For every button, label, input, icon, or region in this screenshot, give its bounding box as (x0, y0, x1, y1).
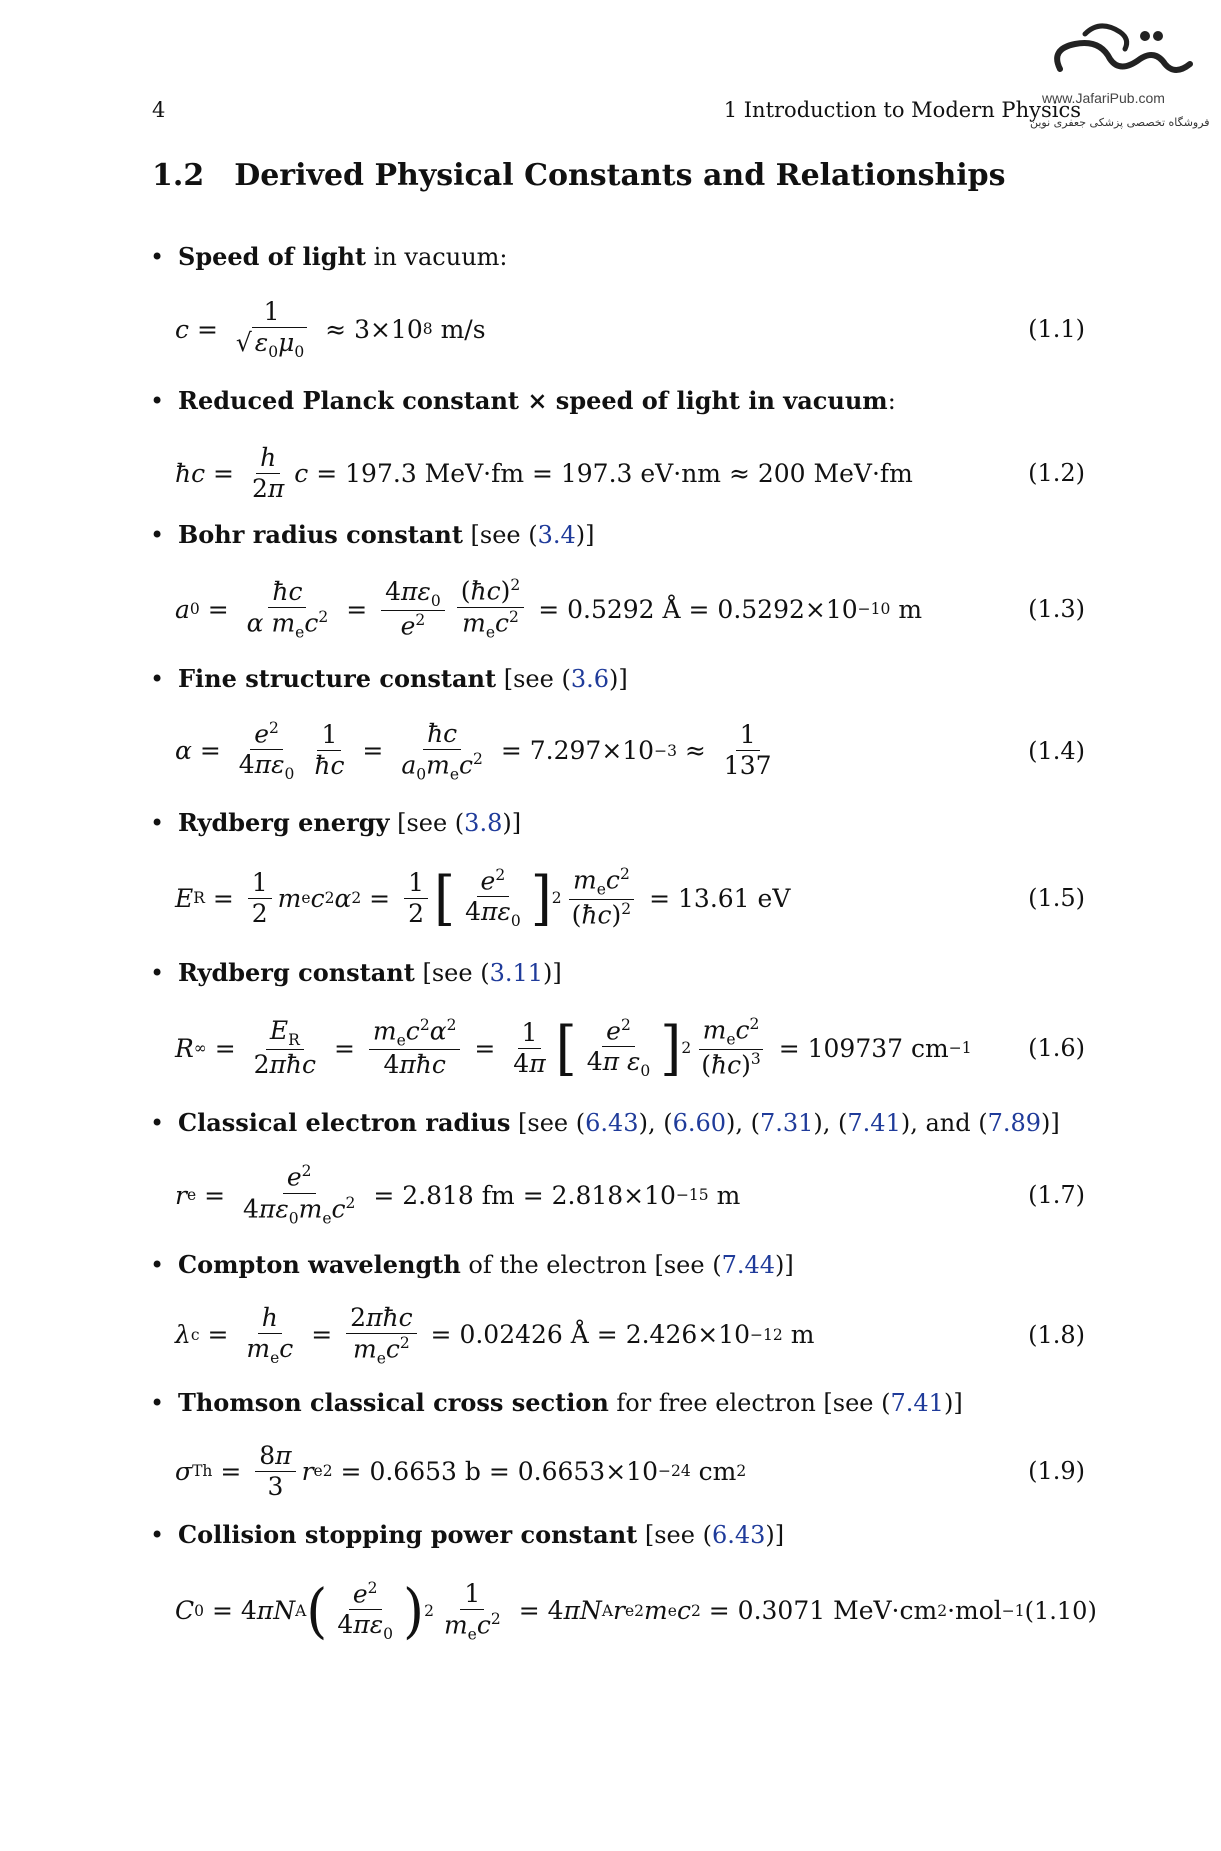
item-rest: for free electron [see (608, 1389, 882, 1417)
cross-reference-link[interactable]: 7.89 (987, 1109, 1042, 1137)
item-name: Rydberg constant (178, 958, 415, 987)
bullet-icon: • (150, 959, 165, 987)
item-name: Speed of light (178, 242, 367, 271)
cross-reference-link[interactable]: 3.4 (537, 521, 576, 549)
value-text: 2.426×10 (625, 1320, 751, 1350)
logo-persian-text: فروشگاه تخصصی پزشکی جعفری نوین (1030, 116, 1210, 129)
item-name: Fine structure constant (178, 664, 497, 693)
value-text: 0.6653×10 (517, 1456, 658, 1486)
equation-1-9: σ Th = $\frac{8\pi}{3}$ r e 2 = 0.6653 b = 0.6653×10 −24 cm 2 (1.9) (175, 1440, 1085, 1501)
value-unit: m (716, 1180, 741, 1210)
value-text: 0.5292 Å (567, 594, 681, 624)
item-collision-stopping-power: • Collision stopping power constant [see (6.43)] (150, 1520, 785, 1549)
cross-reference-link[interactable]: 7.41 (890, 1389, 944, 1417)
logo-mark-icon (1030, 14, 1202, 94)
item-name: Thomson classical cross section (178, 1388, 609, 1417)
cross-reference-link[interactable]: 7.44 (721, 1251, 775, 1279)
item-rest: : (887, 387, 896, 415)
item-rest: [see (414, 959, 481, 987)
item-name: Collision stopping power constant (178, 1520, 638, 1549)
section-title: Derived Physical Constants and Relationships (234, 158, 1006, 193)
value-exp: −3 (654, 741, 677, 760)
item-name: Rydberg energy (178, 808, 390, 837)
bullet-icon: • (150, 1521, 165, 1549)
value-exp: −12 (750, 1325, 783, 1344)
item-rest: in vacuum: (366, 243, 508, 271)
value-exp: −15 (675, 1186, 709, 1204)
cross-reference-link[interactable]: 6.43 (711, 1521, 766, 1549)
item-rest: of the electron [see (460, 1251, 713, 1279)
value-text: 0.02426 Å (459, 1320, 589, 1350)
value-text: 3×10 (354, 314, 423, 344)
equation-number: (1.9) (1028, 1457, 1085, 1485)
item-name: Bohr radius constant (178, 520, 463, 549)
item-compton-wavelength: • Compton wavelength of the electron [see (7.44)] (150, 1250, 794, 1279)
item-classical-electron-radius: • Classical electron radius [see (6.43), (6.60), (7.31), (7.41), and (7.89)] (150, 1108, 1060, 1137)
value-denominator: 137 (723, 751, 772, 781)
value-text: 197.3 eV·nm (560, 458, 721, 488)
value-unit: m (898, 594, 923, 624)
chapter-title: 1 Introduction to Modern Physics (723, 98, 1081, 122)
equation-number: (1.6) (1028, 1034, 1085, 1062)
value-text: 200 MeV·fm (757, 458, 913, 488)
value-unit: m (790, 1320, 815, 1350)
equation-1-7: r e = $\frac{e^2}{4\pi\varepsilon_0m_ec^2}$ = 2.818 fm = 2.818×10 −15 m (1.7) (175, 1162, 1085, 1228)
value-exp: −10 (857, 600, 891, 618)
item-bohr-radius: • Bohr radius constant [see (3.4)] (150, 520, 595, 549)
bullet-icon: • (150, 387, 165, 415)
equation-number: (1.5) (1028, 884, 1085, 912)
bullet-icon: • (150, 1109, 165, 1137)
value-exp: 8 (422, 320, 433, 338)
cross-reference-link[interactable]: 6.43 (585, 1109, 639, 1137)
item-reduced-planck (150, 386, 896, 415)
value-unit: m/s (440, 314, 486, 344)
equation-number: (1.7) (1028, 1181, 1085, 1209)
equation-number: (1.2) (1028, 459, 1085, 487)
item-fine-structure: • Fine structure constant [see (3.6)] (150, 664, 628, 693)
equation-number: (1.8) (1028, 1321, 1085, 1349)
value-exp: −24 (657, 1462, 691, 1480)
value-text: 13.61 eV (678, 883, 791, 913)
cross-reference-link[interactable]: 3.11 (489, 959, 543, 987)
value-text: 109737 cm (807, 1033, 949, 1063)
item-rest: [see (496, 665, 562, 693)
item-rest: [see (462, 521, 529, 549)
bullet-icon: • (150, 665, 165, 693)
bullet-icon: • (150, 243, 165, 271)
equation-1-5: E R = $\frac{1}{2}$ m e c 2 α 2 = $\frac{1}{2}$ [ $\frac{e^2}{4\pi\varepsilon_0}$ ] 2 $\frac{m_ec^2}{(ħc)^2}$ = 13.61 eV (1.5) (175, 862, 1085, 933)
cross-reference-link[interactable]: 3.8 (464, 809, 503, 837)
equation-number: (1.3) (1028, 595, 1085, 623)
item-rydberg-constant: • Rydberg constant [see (3.11)] (150, 958, 562, 987)
section-number: 1.2 (152, 158, 205, 193)
value-text: 197.3 MeV·fm (345, 458, 525, 488)
item-name: Classical electron radius (178, 1108, 511, 1137)
equation-number: (1.1) (1028, 315, 1085, 343)
page-number: 4 (152, 98, 166, 122)
value-text: 7.297×10 (529, 736, 655, 766)
equation-1-4: α = $\frac{e^2}{4\pi\varepsilon_0}$ $\frac{1}{ħc}$ = $\frac{ħc}{a_0m_ec^2}$ = 7.297×10 −3 ≈ $\frac{1}{137}$ (1.4) (175, 718, 1085, 783)
value-text: 0.6653 b (369, 1456, 481, 1486)
item-name: Compton wavelength (178, 1250, 461, 1279)
equation-1-1: c = $\frac{1}{√ \varepsilon_0\mu_0}$ ≈ 3×10 8 m/s (1.1) (175, 296, 1085, 361)
cross-reference-link[interactable]: 6.60 (672, 1109, 726, 1137)
cross-reference-link[interactable]: 3.6 (570, 665, 609, 693)
bullet-icon: • (150, 1251, 165, 1279)
value-text: 0.5292×10 (717, 594, 858, 624)
equation-1-3: a 0 = $\frac{ħc}{\alpha m_ec^2}$ = $\frac{4\pi\varepsilon_0}{e^2}$ $\frac{(ħc)^2}{m_ec^2}$ = 0.5292 Å = 0.5292×10 −10 m (1.3) (175, 576, 1085, 642)
equation-1-6: R ∞ = $\frac{E_R}{\text{2πħc}}$ = $\frac{m_ec^2\alpha^2}{\text{4πħc}}$ = $\frac{1}{4\pi}$ [ $\frac{e^2}{4\pi \varepsilon_0}$ ] 2 $\frac{m_ec^2}{(ħc)^3}$ = 109737 cm −1 (1.6) (175, 1012, 1085, 1083)
cross-reference-link[interactable]: 7.41 (847, 1109, 901, 1137)
equation-number: (1.10) (1024, 1597, 1097, 1625)
item-speed-of-light (150, 242, 508, 271)
logo-url: www.JafariPub.com (1042, 90, 1165, 106)
publisher-logo (1030, 14, 1210, 144)
item-rest: [see (510, 1109, 576, 1137)
value-tail: ·mol (947, 1596, 1002, 1626)
item-rest: [see (637, 1521, 703, 1549)
bullet-icon: • (150, 521, 165, 549)
equation-1-10: C 0 = 4 πN A ( $\frac{e^2}{4\pi\varepsilon_0}$ ) 2 $\frac{1}{m_ec^2}$ = 4 πN A r e 2 m e c 2 = 0.3071 MeV·cm 2 ·mol −1 (1.10) (175, 1575, 1097, 1646)
bullet-icon: • (150, 809, 165, 837)
item-rest: [see (389, 809, 455, 837)
bullet-icon: • (150, 1389, 165, 1417)
equation-1-2: ħc = $\frac{h}{2\pi}$ c = 197.3 MeV·fm = 197.3 eV·nm ≈ 200 MeV·fm (1.2) (175, 442, 1085, 503)
value-text: 0.3071 MeV·cm (737, 1596, 938, 1626)
equation-1-8: λ c = $\frac{h}{m_ec}$ = $\frac{\text{2πħc}}{m_ec^2}$ = 0.02426 Å = 2.426×10 −12 m (1.8) (175, 1302, 1085, 1367)
item-name: Reduced Planck constant × speed of light in vacuum (178, 386, 888, 415)
item-thomson-cross-section: • Thomson classical cross section for free electron [see (7.41)] (150, 1388, 963, 1417)
value-text: 2.818 fm (402, 1180, 515, 1210)
section-heading (152, 158, 1006, 193)
equation-number: (1.4) (1028, 737, 1085, 765)
item-rydberg-energy: • Rydberg energy [see (3.8)] (150, 808, 522, 837)
value-exp: −1 (948, 1039, 972, 1057)
cross-reference-link[interactable]: 7.31 (759, 1109, 814, 1137)
value-text: 2.818×10 (551, 1180, 676, 1210)
value-unit: cm (698, 1456, 737, 1486)
running-header (152, 98, 1081, 128)
